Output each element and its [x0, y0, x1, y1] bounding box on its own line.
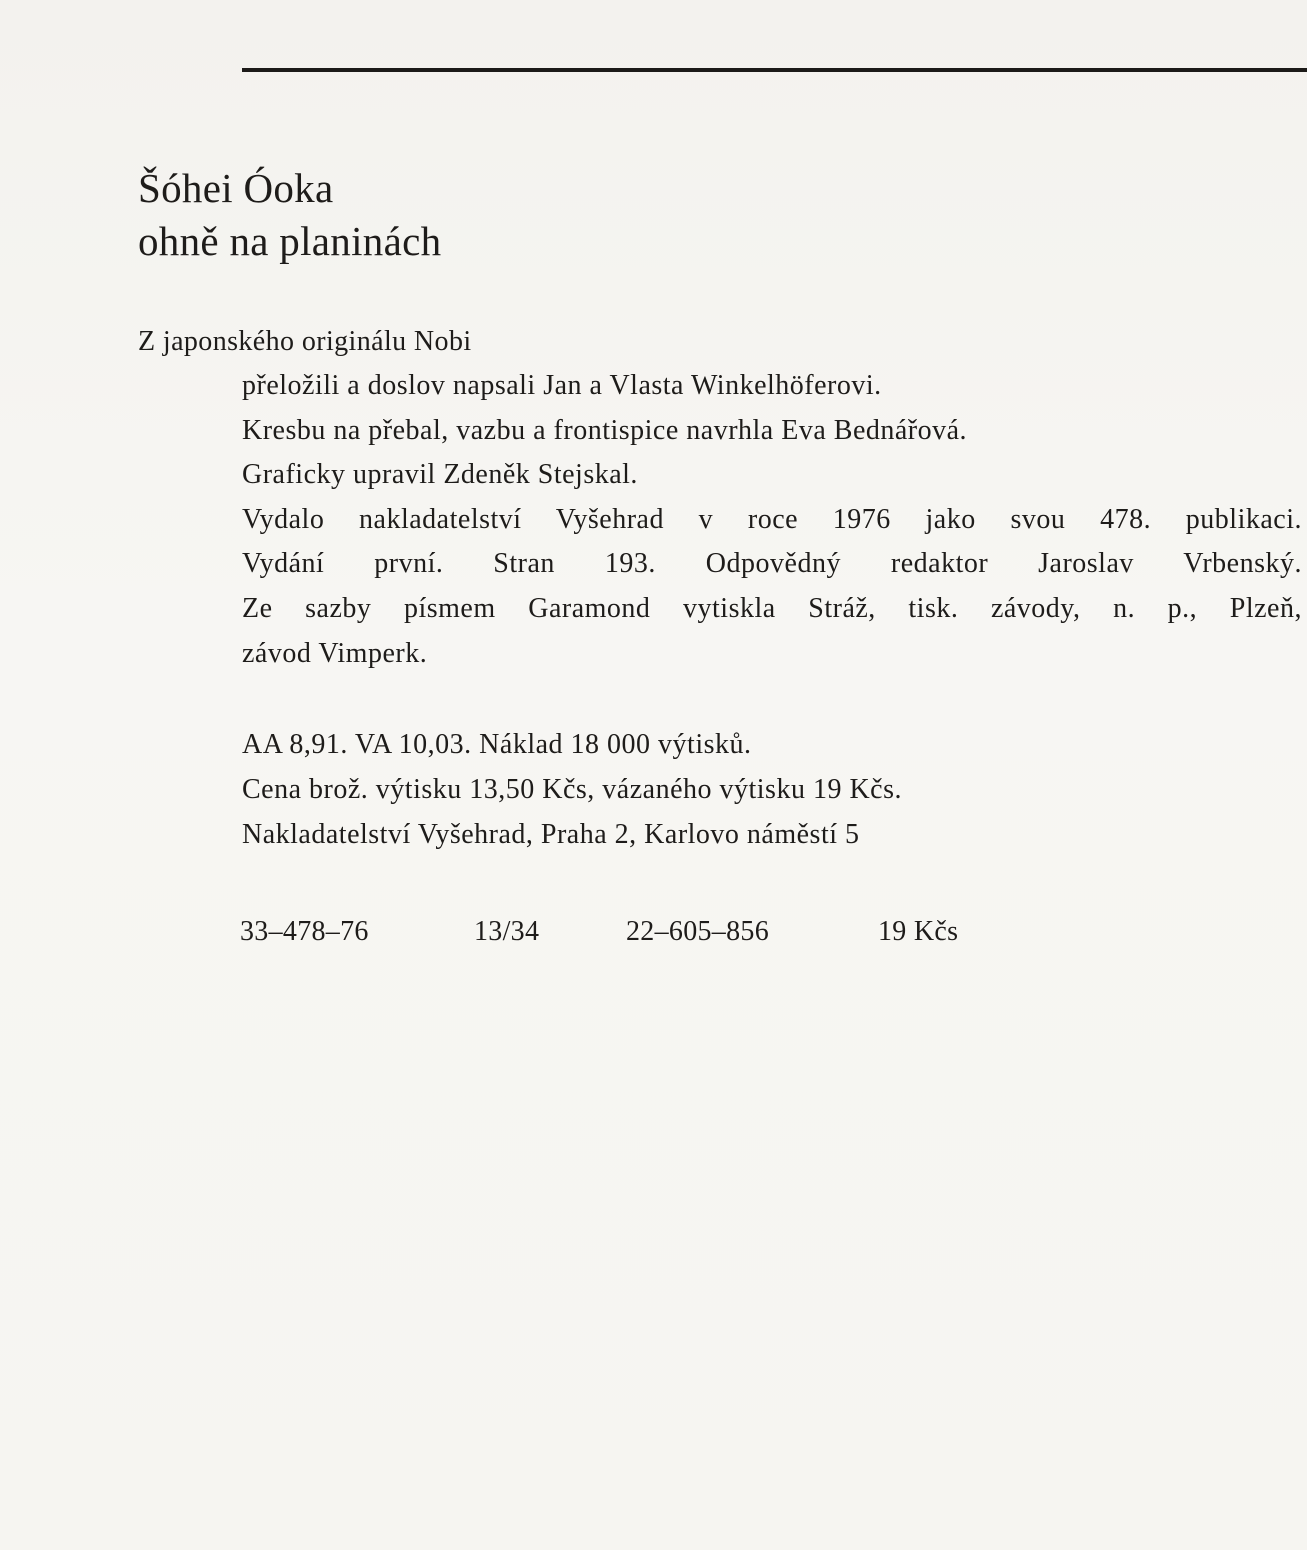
- author-name: Šóhei Óoka: [138, 165, 334, 211]
- credit-translators: přeložili a doslov napsali Jan a Vlasta Winkelhöferovi.: [242, 370, 882, 401]
- credit-edition: Vydání první. Stran 193. Odpovědný redaktor Jaroslav Vrbenský.: [242, 548, 1302, 580]
- catalog-codes: [240, 910, 958, 954]
- publisher-address: Nakladatelství Vyšehrad, Praha 2, Karlovo náměstí 5: [242, 819, 860, 850]
- top-rule-divider: [242, 68, 1307, 72]
- credit-designer: Graficky upravil Zdeněk Stejskal.: [242, 459, 638, 491]
- original-title-line: Z japonského originálu Nobi: [138, 326, 472, 357]
- pricing-block: [242, 722, 902, 857]
- book-title: ohně na planinách: [138, 218, 442, 264]
- print-run-line: AA 8,91. VA 10,03. Náklad 18 000 výtisků.: [242, 729, 752, 760]
- number-code: 22–605–856: [626, 916, 769, 947]
- catalog-code: 33–478–76: [240, 916, 369, 947]
- credit-publisher: Vydalo nakladatelství Vyšehrad v roce 1976 jako svou 478. publikaci.: [242, 503, 1302, 535]
- credit-printer-plant: závod Vimperk.: [242, 637, 428, 669]
- group-code: 13/34: [474, 916, 540, 947]
- price-line: Cena brož. výtisku 13,50 Kčs, vázaného výtisku 19 Kčs.: [242, 774, 902, 805]
- credit-printer: Ze sazby písmem Garamond vytiskla Stráž, tisk. závody, n. p., Plzeň,: [242, 592, 1302, 624]
- book-title-block: [138, 162, 441, 268]
- price-code: 19 Kčs: [878, 916, 959, 947]
- colophon-credits: [242, 364, 1302, 676]
- credit-illustrator: Kresbu na přebal, vazbu a frontispice navrhla Eva Bednářová.: [242, 414, 968, 446]
